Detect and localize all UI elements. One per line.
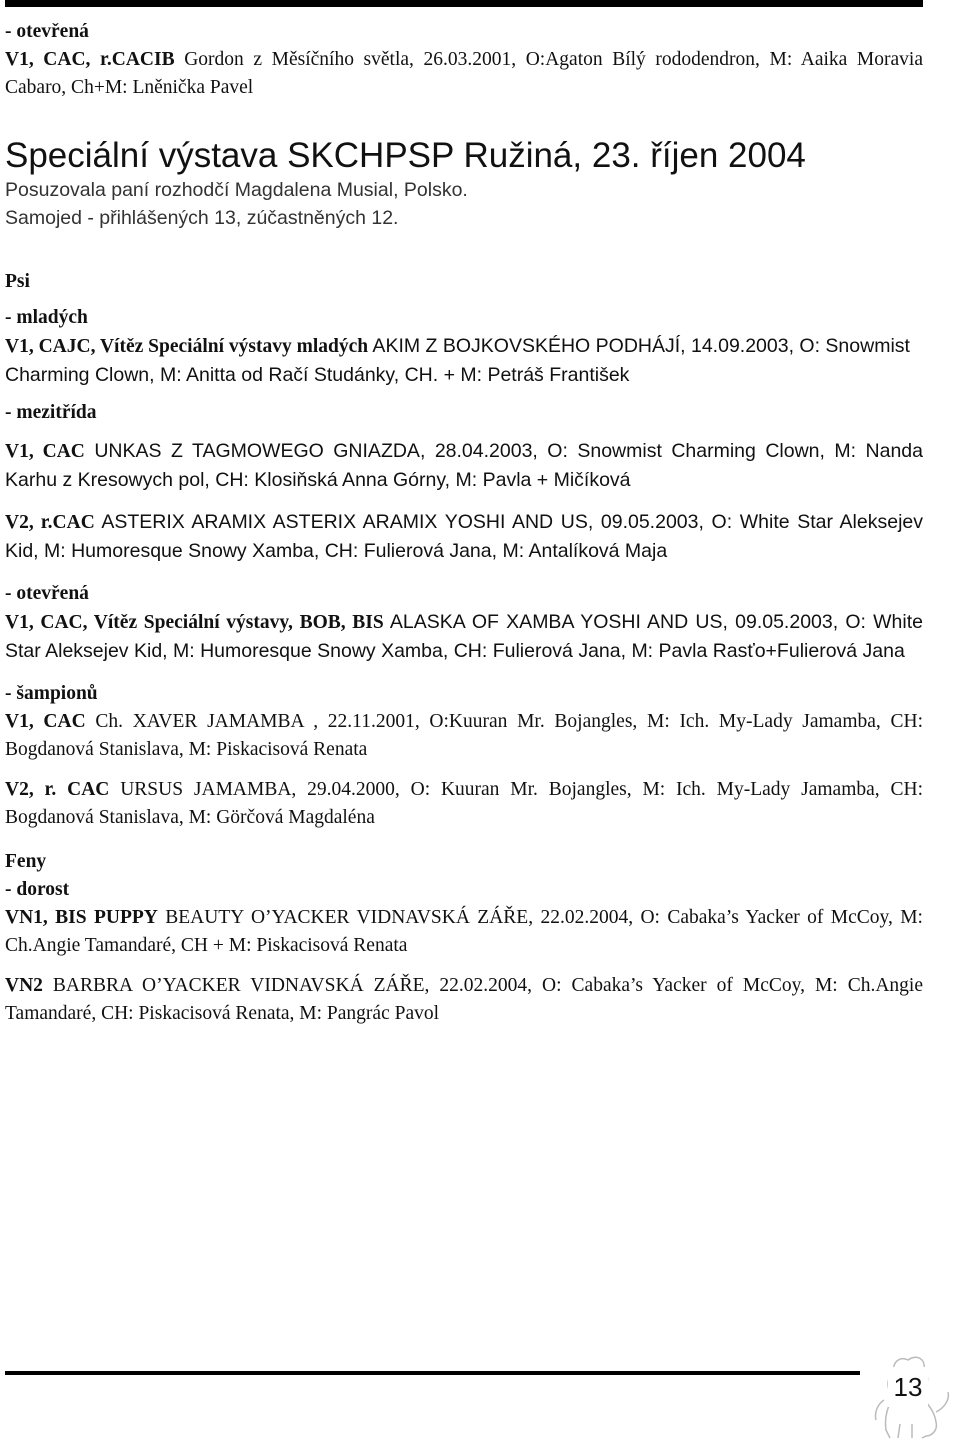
entry-text: BARBRA O’YACKER VIDNAVSKÁ ZÁŘE, 22.02.2004, O: Cabaka’s Yacker of McCoy, M: Ch.Angie Tamandaré, CH: Piskacisová Renata, M: Pangrác Pavol — [5, 975, 923, 1024]
entry-awards: V2, r. CAC — [5, 779, 110, 800]
show-title: Speciální výstava SKCHPSP Ružiná, 23. říjen 2004 — [5, 136, 806, 175]
entry-text: UNKAS Z TAGMOWEGO GNIAZDA, 28.04.2003, O: Snowmist Charming Clown, M: Nanda Karhu z Kresowych pol, CH: Klosiňská Anna Górny, M: Pavla + Mičíková — [5, 440, 923, 491]
entry-text: AKIM Z BOJKOVSKÉHO PODHÁJÍ, 14.09.2003, O: Snowmist Charming Clown, M: Anitta od Račí Studánky, CH. + M: Petráš František — [5, 335, 910, 386]
entry-text: BEAUTY O’YACKER VIDNAVSKÁ ZÁŘE, 22.02.2004, O: Cabaka’s Yacker of McCoy, M: Ch.Angie Tamandaré, CH + M: Piskacisová Renata — [5, 907, 923, 956]
bottom-rule — [5, 1371, 860, 1375]
class-heading-champions: - šampionů — [5, 683, 98, 704]
page-content — [5, 18, 923, 1028]
entry-gordon — [5, 46, 923, 102]
entry-text: ASTERIX ARAMIX ASTERIX ARAMIX YOSHI AND US, 09.05.2003, O: White Star Aleksejev Kid, M: Humoresque Snowy Xamba, CH: Fulierová Jana, M: Antalíková Maja — [5, 511, 924, 562]
entry-text: ALASKA OF XAMBA YOSHI AND US, 09.05.2003, O: White Star Aleksejev Kid, M: Humoresque Snowy Xamba, CH: Fulierová Jana, M: Pavla Rasťo+Fulierová Jana — [5, 611, 923, 662]
entry-beauty — [5, 904, 923, 960]
class-heading-young: - mladých — [5, 307, 88, 328]
entry-awards: V1, CAC, r.CACIB — [5, 49, 175, 70]
entry-ursus — [5, 776, 923, 832]
entry-awards: V1, CAC — [5, 711, 86, 732]
entry-awards: VN2 — [5, 975, 43, 996]
entry-alaska — [5, 608, 923, 666]
count-line: Samojed - přihlášených 13, zúčastněných 12. — [5, 207, 399, 229]
entry-awards: V1, CAC — [5, 441, 85, 462]
class-heading-intermediate: - mezitřída — [5, 402, 97, 423]
entry-text: Gordon z Měsíčního světla, 26.03.2001, O:Agaton Bílý rododendron, M: Aaika Moravia Cabaro, Ch+M: Lněnička Pavel — [5, 49, 923, 98]
entry-akim — [5, 332, 923, 389]
top-rule — [5, 0, 923, 7]
bitches-heading: Feny — [5, 851, 47, 872]
entry-awards: V2, r.CAC — [5, 512, 95, 533]
entry-awards: V1, CAC, Vítěz Speciální výstavy, BOB, BIS — [5, 612, 384, 633]
entry-unkas — [5, 437, 923, 494]
entry-awards: V1, CAJC, Vítěz Speciální výstavy mladých — [5, 336, 369, 357]
class-heading-puppy: - dorost — [5, 879, 70, 900]
page-number: 13 — [888, 1367, 928, 1407]
dogs-heading: Psi — [5, 271, 30, 292]
entry-asterix — [5, 508, 923, 566]
entry-text: URSUS JAMAMBA, 29.04.2000, O: Kuuran Mr. Bojangles, M: Ich. My-Lady Jamamba, CH: Bogdanová Stanislava, M: Görčová Magdaléna — [5, 779, 923, 828]
entry-xaver — [5, 708, 923, 764]
entry-barbra — [5, 972, 923, 1028]
entry-awards: VN1, BIS PUPPY — [5, 907, 158, 928]
judge-line: Posuzovala paní rozhodčí Magdalena Musial, Polsko. — [5, 179, 468, 201]
entry-text: Ch. XAVER JAMAMBA , 22.11.2001, O:Kuuran Mr. Bojangles, M: Ich. My-Lady Jamamba, CH: Bogdanová Stanislava, M: Piskacisová Renata — [5, 711, 923, 760]
class-heading-open: - otevřená — [5, 583, 89, 604]
class-heading-open-prev: - otevřená — [5, 21, 89, 42]
